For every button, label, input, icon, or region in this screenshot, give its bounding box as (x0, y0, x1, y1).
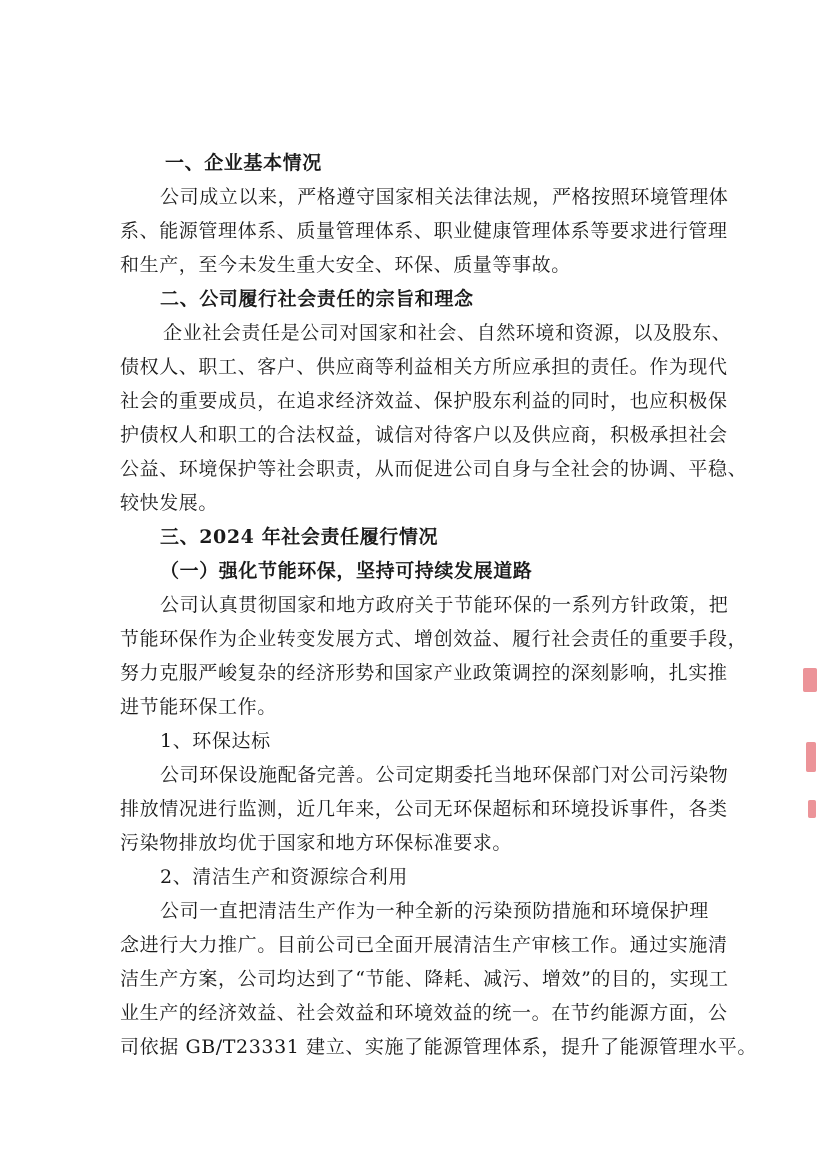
paragraph-line: 业生产的经济效益、社会效益和环境效益的统一。在节约能源方面，公 (120, 1002, 728, 1024)
paragraph-line: 念进行大力推广。目前公司已全面开展清洁生产审核工作。通过实施清 (120, 934, 728, 956)
paragraph-line: 债权人、职工、客户、供应商等利益相关方所应承担的责任。作为现代 (120, 356, 728, 378)
paragraph-line: 公司一直把清洁生产作为一种全新的污染预防措施和环境保护理 (160, 900, 709, 922)
paragraph-line: 和生产，至今未发生重大安全、环保、质量等事故。 (120, 254, 571, 276)
paragraph-line: 护债权人和职工的合法权益，诚信对待客户以及供应商，积极承担社会 (120, 424, 728, 446)
paragraph-line: 较快发展。 (120, 492, 219, 514)
paragraph-line: 司依据 GB/T23331 建立、实施了能源管理体系，提升了能源管理水平。 (120, 1036, 757, 1058)
paragraph-line: 公司认真贯彻国家和地方政府关于节能环保的一系列方针政策，把 (160, 594, 729, 616)
paragraph-line: 系、能源管理体系、质量管理体系、职业健康管理体系等要求进行管理 (120, 220, 728, 242)
paragraph-line: 公司成立以来，严格遵守国家相关法律法规，严格按照环境管理体 (160, 186, 729, 208)
paragraph-line: 进节能环保工作。 (120, 696, 277, 718)
subsection-heading-1: （一）强化节能环保，坚持可持续发展道路 (160, 560, 533, 582)
paragraph-line: 污染物排放均优于国家和地方环保标准要求。 (120, 832, 513, 854)
paragraph-line: 社会的重要成员，在追求经济效益、保护股东利益的同时，也应积极保 (120, 390, 728, 412)
seal-fragment (806, 742, 816, 772)
paragraph-line: 排放情况进行监测，近几年来，公司无环保超标和环境投诉事件，各类 (120, 798, 728, 820)
section-heading-1: 一、企业基本情况 (165, 152, 322, 174)
item-heading-1: 1、环保达标 (160, 730, 271, 752)
section-heading-2: 二、公司履行社会责任的宗旨和理念 (160, 288, 474, 310)
paragraph-line: 洁生产方案，公司均达到了“节能、降耗、减污、增效”的目的，实现工 (120, 968, 729, 990)
item-heading-2: 2、清洁生产和资源综合利用 (160, 866, 408, 888)
paragraph-line: 节能环保作为企业转变发展方式、增创效益、履行社会责任的重要手段， (120, 628, 748, 650)
seal-fragment (808, 800, 816, 818)
paragraph-line: 公益、环境保护等社会职责，从而促进公司自身与全社会的协调、平稳、 (120, 458, 748, 480)
section-heading-3: 三、2024 年社会责任履行情况 (160, 526, 439, 548)
seal-fragment (803, 668, 817, 692)
paragraph-line: 努力克服严峻复杂的经济形势和国家产业政策调控的深刻影响，扎实推 (120, 662, 728, 684)
paragraph-line: 公司环保设施配备完善。公司定期委托当地环保部门对公司污染物 (160, 764, 729, 786)
paragraph-line: 企业社会责任是公司对国家和社会、自然环境和资源，以及股东、 (163, 322, 732, 344)
